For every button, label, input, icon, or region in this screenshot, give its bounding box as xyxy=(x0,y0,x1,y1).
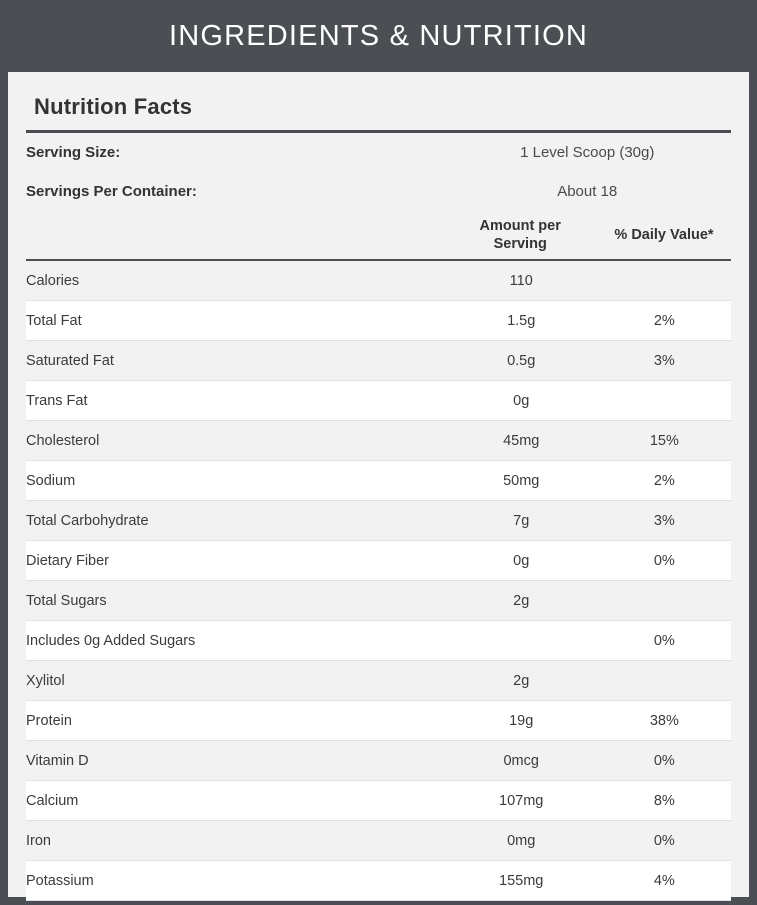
nutrient-amount: 19g xyxy=(445,701,598,741)
nutrient-name: Includes 0g Added Sugars xyxy=(26,621,445,661)
nutrient-name: Cholesterol xyxy=(26,421,445,461)
column-header-row xyxy=(26,211,731,259)
nutrient-name: Calcium xyxy=(26,781,445,821)
nutrient-daily-value: 2% xyxy=(598,461,731,501)
nutrient-daily-value: 0% xyxy=(598,741,731,781)
nutrient-daily-value: 0% xyxy=(598,541,731,581)
table-row xyxy=(26,581,731,621)
nutrition-table-wrap xyxy=(26,133,731,901)
table-row xyxy=(26,781,731,821)
nutrition-facts-title: Nutrition Facts xyxy=(34,94,193,119)
nutrient-amount: 0mcg xyxy=(445,741,598,781)
nutrient-daily-value: 3% xyxy=(598,341,731,381)
nutrient-amount: 1.5g xyxy=(445,301,598,341)
nutrient-amount: 0g xyxy=(445,541,598,581)
nutrient-daily-value: 8% xyxy=(598,781,731,821)
nutrient-daily-value: 15% xyxy=(598,421,731,461)
table-row xyxy=(26,861,731,901)
nutrient-daily-value: 3% xyxy=(598,501,731,541)
servings-per-container-label: Servings Per Container: xyxy=(26,183,197,200)
header-amount-line1: Amount per xyxy=(479,217,561,234)
serving-size-row xyxy=(26,133,731,172)
nutrition-table-body xyxy=(26,133,731,259)
nutrient-daily-value: 4% xyxy=(598,861,731,901)
nutrition-facts-table xyxy=(26,133,731,259)
nutrient-name: Trans Fat xyxy=(26,381,445,421)
servings-per-container-value: About 18 xyxy=(557,183,618,200)
nutrient-amount: 155mg xyxy=(445,861,598,901)
nutrient-name: Total Sugars xyxy=(26,581,445,621)
header-amount-per-serving xyxy=(443,211,597,259)
nutrient-amount: 50mg xyxy=(445,461,598,501)
nutrient-daily-value: 0% xyxy=(598,621,731,661)
table-row xyxy=(26,341,731,381)
table-row xyxy=(26,381,731,421)
table-row xyxy=(26,501,731,541)
nutrient-daily-value xyxy=(598,661,731,701)
nutrient-name: Sodium xyxy=(26,461,445,501)
nutrient-daily-value: 2% xyxy=(598,301,731,341)
nutrient-rows-body xyxy=(26,261,731,901)
nutrient-amount: 45mg xyxy=(445,421,598,461)
nutrient-daily-value xyxy=(598,581,731,621)
serving-size-value: 1 Level Scoop (30g) xyxy=(520,144,655,161)
table-row xyxy=(26,621,731,661)
header-spacer xyxy=(26,211,443,259)
header-amount-line2: Serving xyxy=(493,236,547,252)
nutrient-name: Vitamin D xyxy=(26,741,445,781)
nutrient-name: Total Carbohydrate xyxy=(26,501,445,541)
table-row xyxy=(26,661,731,701)
table-row xyxy=(26,261,731,301)
table-row xyxy=(26,701,731,741)
serving-size-label: Serving Size: xyxy=(26,144,121,161)
nutrient-amount: 0mg xyxy=(445,821,598,861)
nutrient-amount: 2g xyxy=(445,661,598,701)
nutrient-daily-value: 38% xyxy=(598,701,731,741)
nutrient-daily-value: 0% xyxy=(598,821,731,861)
nutrient-name: Dietary Fiber xyxy=(26,541,445,581)
nutrient-name: Iron xyxy=(26,821,445,861)
page-banner xyxy=(0,0,757,72)
nutrient-name: Protein xyxy=(26,701,445,741)
nutrient-amount: 110 xyxy=(445,261,598,301)
nutrient-rows-table xyxy=(26,261,731,901)
table-row xyxy=(26,741,731,781)
nutrient-name: Saturated Fat xyxy=(26,341,445,381)
nutrient-name: Xylitol xyxy=(26,661,445,701)
nutrition-content xyxy=(8,72,749,897)
table-row xyxy=(26,301,731,341)
table-row xyxy=(26,421,731,461)
nutrient-amount: 2g xyxy=(445,581,598,621)
table-row xyxy=(26,821,731,861)
nutrient-amount xyxy=(445,621,598,661)
nutrient-amount: 0g xyxy=(445,381,598,421)
nutrient-daily-value xyxy=(598,261,731,301)
nutrient-amount: 0.5g xyxy=(445,341,598,381)
nutrient-daily-value xyxy=(598,381,731,421)
header-daily-value: % Daily Value* xyxy=(614,227,714,243)
nutrient-amount: 7g xyxy=(445,501,598,541)
nutrient-name: Potassium xyxy=(26,861,445,901)
banner-title: INGREDIENTS & NUTRITION xyxy=(168,19,589,52)
table-row xyxy=(26,461,731,501)
nutrient-amount: 107mg xyxy=(445,781,598,821)
nutrient-name: Calories xyxy=(26,261,445,301)
nutrient-name: Total Fat xyxy=(26,301,445,341)
servings-per-container-row xyxy=(26,172,731,211)
table-row xyxy=(26,541,731,581)
